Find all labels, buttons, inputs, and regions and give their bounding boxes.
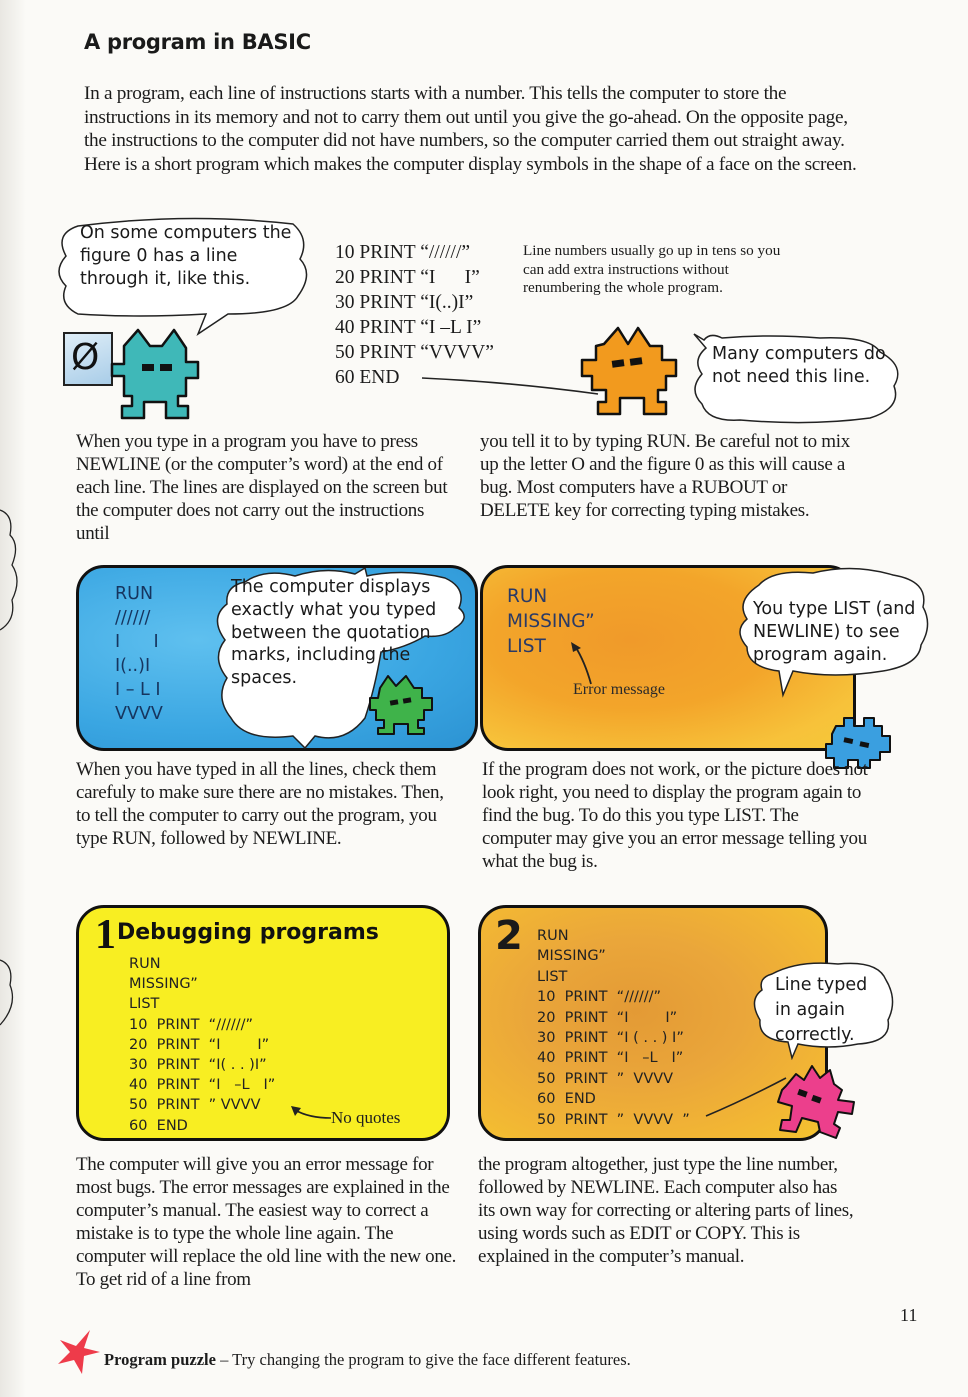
code-line: 30 PRINT “I( . . )I” (129, 1057, 267, 1074)
text-block-1-left: When you type in a program you have to press NEWLINE (or the computer’s word) at the end of each line. The lines are displayed on the screen but the computer does not carry out the instructions until (76, 431, 448, 544)
text-block-3-left: The computer will give you an error message for most bugs. The error messages are explained in the computer’s manual. The easiest way to correct a mistake is to type the whole line again. The computer will replace the old line with the new one. To get rid of a line from (76, 1154, 457, 1290)
debug-screen-1 (76, 905, 450, 1141)
code-line: RUN (129, 956, 161, 972)
screen-line: RUN (507, 586, 548, 607)
program-line: 50 PRINT “VVVV” (335, 342, 494, 363)
code-line: 50 PRINT ” VVVV (129, 1097, 261, 1114)
error-arrow-icon (569, 640, 599, 686)
no-quotes-arrow-icon (289, 1104, 333, 1124)
code-line: 60 END (129, 1117, 188, 1134)
bubble-list-text: You type LIST (and NEWLINE) to see program again. (753, 599, 916, 665)
step-number-2: 2 (495, 913, 523, 959)
screen-line: I – L I (115, 680, 161, 700)
code-line: 40 PRINT “I –L I” (537, 1050, 684, 1067)
screen-line: I(..)I (115, 656, 151, 676)
program-line: 20 PRINT “I I” (335, 267, 480, 288)
program-puzzle (104, 1350, 631, 1370)
puzzle-text: Try changing the program to give the face different features. (232, 1350, 631, 1369)
code-line: LIST (129, 996, 160, 1013)
program-line: 60 END (335, 367, 400, 388)
bubble-retyped-text: Line typed in again correctly. (775, 975, 868, 1045)
green-creature-icon (366, 672, 438, 738)
line-number-note: Line numbers usually go up in tens so you can add extra instructions without renumbering the whole program. (523, 242, 781, 296)
step-number-1: 1 (95, 912, 116, 958)
code-line: 40 PRINT “I –L I” (129, 1077, 276, 1094)
page-number: 11 (900, 1305, 918, 1325)
intro-paragraph: In a program, each line of instructions starts with a number. This tells the computer to store the instructions in its memory and not to carry them out until you give the go-ahead. On the opposite page, the instructions to the computer did not have numbers, so the computer carried them out straight away. Here is a short program which makes the computer display symbols in the shape of a face on the screen. (84, 83, 857, 175)
screen-line: RUN (115, 584, 154, 604)
debug-heading: Debugging programs (117, 920, 379, 945)
program-line: 30 PRINT “I(..)I” (335, 292, 474, 313)
code-line: MISSING” (537, 948, 606, 965)
zero-slash-box (63, 332, 113, 386)
code-line: 30 PRINT “I ( . . ) I” (537, 1030, 684, 1047)
page-title: A program in BASIC (84, 30, 311, 54)
code-line: LIST (537, 968, 568, 985)
zero-slash-glyph: Ø (71, 337, 100, 378)
screen-line: VVVV (115, 704, 163, 724)
text-block-1-right: you tell it to by typing RUN. Be careful not to mix up the letter O and the figure 0 as this will cause a bug. Most computers have a RUBOUT or DELETE key for correcting typing mistakes. (480, 431, 850, 521)
screen-line: MISSING” (507, 611, 595, 632)
code-line: 60 END (537, 1091, 596, 1108)
code-line: RUN (537, 928, 569, 944)
program-line: 10 PRINT “//////” (335, 242, 471, 263)
bubble-run-text: The computer displays exactly what you typed between the quotation marks, including the spaces. (231, 577, 437, 689)
partial-bubble-edge (0, 955, 20, 1035)
screen-line: LIST (507, 636, 546, 657)
run-output-lines (115, 582, 163, 726)
puzzle-separator: – (215, 1350, 233, 1369)
screen-line: ////// (115, 608, 151, 628)
debug-1-lines (129, 954, 275, 1136)
star-icon (56, 1330, 102, 1376)
code-line: MISSING” (129, 976, 198, 993)
bubble-zero-text: On some computers the figure 0 has a line through it, like this. (80, 223, 292, 289)
code-line: 50 PRINT ” VVVV ” (537, 1111, 690, 1128)
code-line: 20 PRINT “I I” (537, 1009, 678, 1026)
puzzle-label: Program puzzle (104, 1350, 216, 1369)
text-block-2-right: If the program does not work, or the picture does not look right, you need to display the program again to find the bug. To do this you type LIST. The computer may give you an error message telling you what the bug is. (482, 759, 868, 872)
text-block-2-left: When you have typed in all the lines, check them carefuly to make sure there are no mistakes. Then, to tell the computer to carry out the program, you type RUN, followed by NEWLINE. (76, 759, 444, 849)
code-line: 10 PRINT “//////” (537, 989, 662, 1006)
partial-bubble-edge (0, 500, 20, 640)
screen-line: I I (115, 632, 159, 652)
pink-creature-icon (768, 1060, 864, 1144)
orange-creature-icon (578, 326, 688, 418)
teal-creature-icon (108, 326, 208, 424)
code-line: 50 PRINT ” VVVV (537, 1070, 674, 1087)
bubble-end-text: Many computers do not need this line. (712, 344, 886, 387)
no-quotes-label: No quotes (331, 1108, 401, 1127)
program-line: 40 PRINT “I –L I” (335, 317, 482, 338)
code-line: 20 PRINT “I I” (129, 1036, 270, 1053)
code-line: 10 PRINT “//////” (129, 1016, 254, 1033)
debug-2-lines (537, 926, 690, 1130)
program-listing (335, 240, 494, 390)
book-gutter (0, 0, 26, 1397)
text-block-3-right: the program altogether, just type the line number, followed by NEWLINE. Each computer also has its own way for correcting or altering parts of lines, using words such as EDIT or COPY. This is explained in the computer’s manual. (478, 1154, 854, 1267)
error-message-label: Error message (573, 681, 665, 698)
